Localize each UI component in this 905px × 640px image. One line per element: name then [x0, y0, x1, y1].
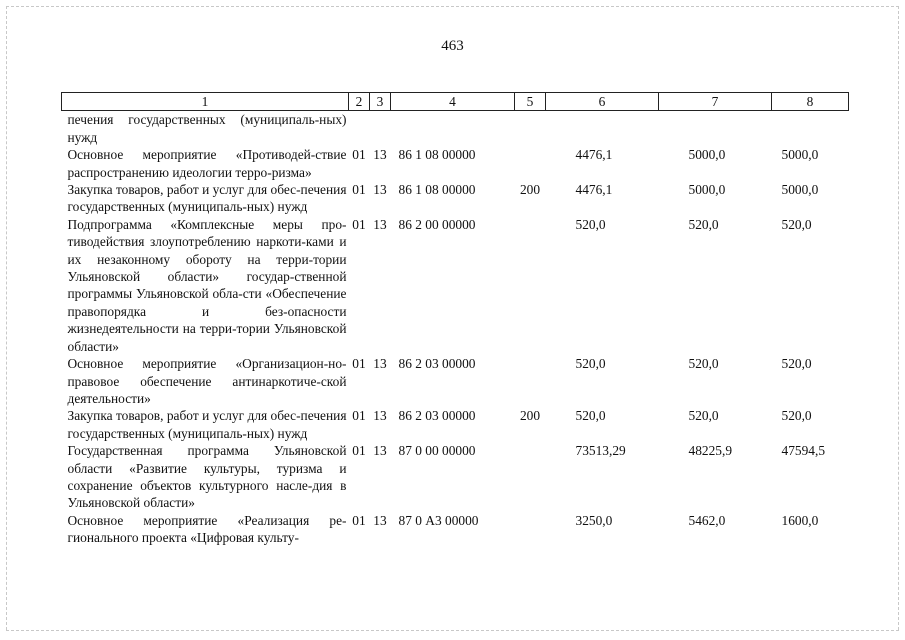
row-amount-col7: 5000,0: [688, 182, 726, 198]
row-name: Закупка товаров, работ и услуг для обес-печения государственных (муниципаль-ных) нужд: [67, 408, 347, 441]
row-target-code: 86 2 03 00000: [398, 356, 476, 372]
scan-border-top: [6, 6, 899, 7]
header-col-3: 3: [370, 93, 391, 111]
row-amount-col7: 5000,0: [688, 147, 726, 163]
table-row: [62, 355, 849, 407]
row-amount-col6: 3250,0: [575, 512, 613, 528]
table-row: [62, 216, 849, 355]
row-expense-type: [515, 512, 546, 547]
row-expense-type: [515, 111, 546, 146]
row-amount-col7: 5462,0: [688, 512, 726, 528]
header-col-2: 2: [349, 93, 370, 111]
page-number: 463: [441, 38, 464, 54]
budget-table: [61, 92, 849, 547]
row-section: [349, 111, 370, 146]
row-section: 01: [352, 182, 366, 198]
header-col-7: 7: [659, 93, 772, 111]
row-amount-col8: [772, 111, 849, 146]
row-subsection: 13: [373, 512, 387, 528]
row-target-code: [391, 111, 515, 146]
row-amount-col6: [546, 111, 659, 146]
row-section: 01: [352, 147, 366, 163]
table-row: [62, 442, 849, 512]
row-subsection: 13: [373, 182, 387, 198]
row-amount-col8: 47594,5: [781, 443, 826, 459]
scan-border-right: [898, 6, 899, 630]
scan-border-left: [6, 6, 7, 630]
row-amount-col7: 520,0: [688, 216, 719, 232]
header-col-6: 6: [546, 93, 659, 111]
row-target-code: 87 0 А3 00000: [398, 512, 479, 528]
row-section: 01: [352, 356, 366, 372]
row-amount-col7: 520,0: [688, 408, 719, 424]
row-section: 01: [352, 443, 366, 459]
row-section: 01: [352, 216, 366, 232]
row-target-code: 86 2 00 00000: [398, 216, 476, 232]
row-name: Подпрограмма «Комплексные меры про-тиводействия злоупотреблению наркоти-ками и их незаконному обороту на терри-тории Ульяновской области» государ-ственной программы Ульяновской обла-сти «Обеспечение правопорядка и без-опасности жизнедеятельности на терри-тории Ульяновской области»: [67, 216, 347, 354]
row-expense-type: [515, 442, 546, 512]
row-subsection: [370, 111, 391, 146]
row-subsection: 13: [373, 408, 387, 424]
row-name: Основное мероприятие «Противодей-ствие распространению идеологии терро-ризма»: [67, 147, 347, 180]
row-amount-col7: 48225,9: [688, 443, 733, 459]
row-amount-col6: 4476,1: [575, 182, 613, 198]
row-subsection: 13: [373, 356, 387, 372]
table-row: [62, 146, 849, 181]
row-amount-col8: 5000,0: [781, 182, 819, 198]
row-name: Основное мероприятие «Реализация ре-гионального проекта «Цифровая культу-: [67, 512, 347, 546]
row-amount-col6: 4476,1: [575, 147, 613, 163]
row-target-code: 86 1 08 00000: [398, 182, 476, 198]
row-amount-col8: 520,0: [781, 408, 812, 424]
header-col-5: 5: [515, 93, 546, 111]
row-section: 01: [352, 408, 366, 424]
row-name: Государственная программа Ульяновской области «Развитие культуры, туризма и сохранение объектов культурного насле-дия в Ульяновской области»: [67, 443, 347, 511]
table-row: [62, 111, 849, 146]
row-amount-col7: 520,0: [688, 356, 719, 372]
header-col-1: 1: [62, 93, 349, 111]
scan-border-bottom: [6, 630, 899, 631]
row-target-code: 87 0 00 00000: [398, 443, 476, 459]
row-expense-type: 200: [519, 182, 541, 198]
row-name: Закупка товаров, работ и услуг для обес-печения государственных (муниципаль-ных) нужд: [67, 182, 347, 215]
row-subsection: 13: [373, 443, 387, 459]
row-amount-col8: 1600,0: [781, 512, 819, 528]
row-section: 01: [352, 512, 366, 528]
row-expense-type: 200: [519, 408, 541, 424]
row-expense-type: [515, 355, 546, 407]
row-amount-col6: 73513,29: [575, 443, 626, 459]
table-header-row: [62, 93, 849, 111]
table-row: [62, 181, 849, 216]
header-col-8: 8: [772, 93, 849, 111]
table-row: [62, 512, 849, 547]
row-amount-col8: 520,0: [781, 356, 812, 372]
row-amount-col6: 520,0: [575, 216, 606, 232]
row-name: печения государственных (муниципаль-ных) нужд: [67, 112, 347, 145]
header-col-4: 4: [391, 93, 515, 111]
row-amount-col6: 520,0: [575, 408, 606, 424]
row-amount-col6: 520,0: [575, 356, 606, 372]
row-subsection: 13: [373, 216, 387, 232]
row-target-code: 86 2 03 00000: [398, 408, 476, 424]
row-amount-col8: 5000,0: [781, 147, 819, 163]
row-expense-type: [515, 146, 546, 181]
row-target-code: 86 1 08 00000: [398, 147, 476, 163]
table-row: [62, 407, 849, 442]
row-name: Основное мероприятие «Организацион-но-правовое обеспечение антинаркотиче-ской деятельности»: [67, 356, 347, 406]
row-amount-col7: [659, 111, 772, 146]
row-subsection: 13: [373, 147, 387, 163]
row-expense-type: [515, 216, 546, 355]
row-amount-col8: 520,0: [781, 216, 812, 232]
